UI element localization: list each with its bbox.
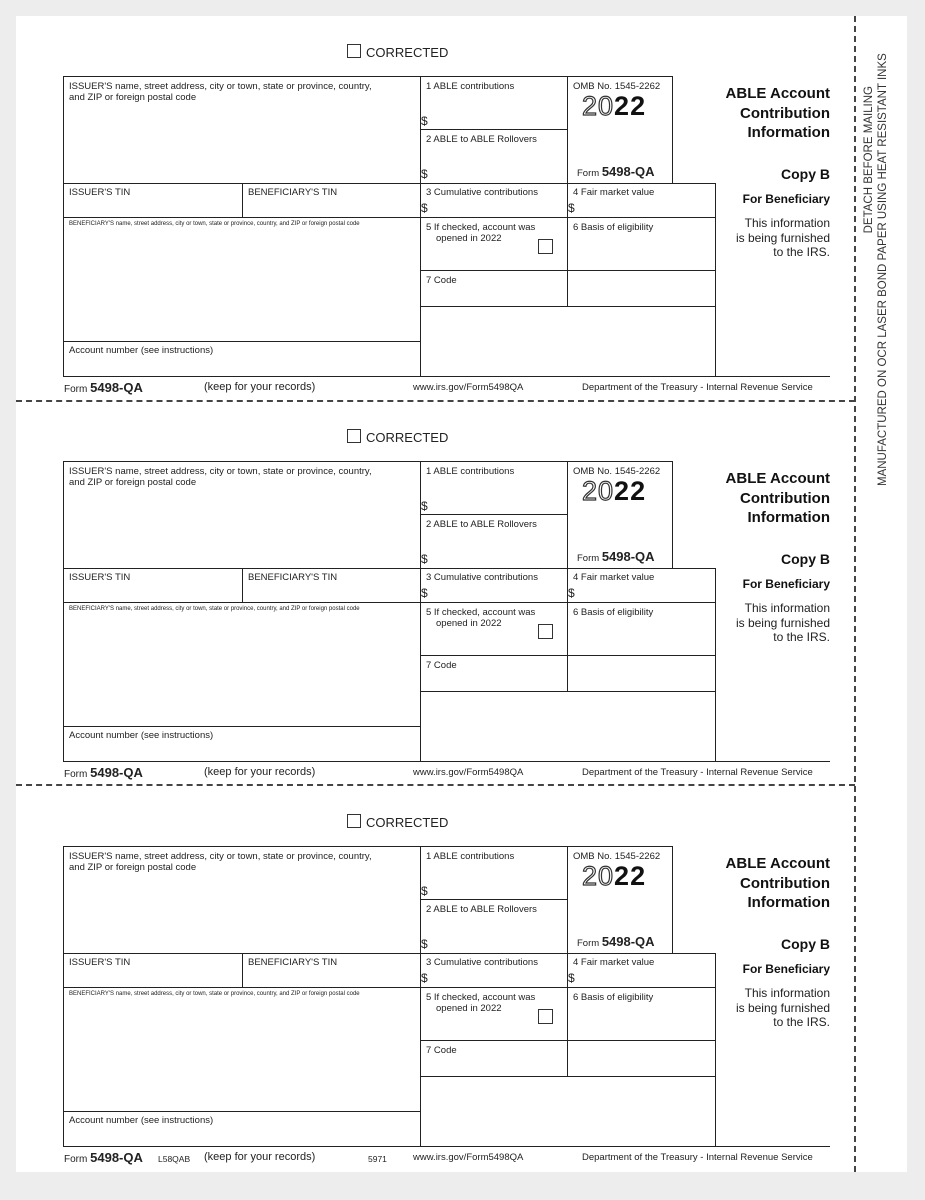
- box7-label: 7 Code: [426, 275, 457, 286]
- form-5498qa-copy-3: [0, 780, 925, 1165]
- grid-line: [672, 76, 673, 183]
- grid-line: [63, 987, 715, 988]
- for-beneficiary: For Beneficiary: [742, 962, 830, 976]
- corrected-checkbox[interactable]: [347, 814, 448, 830]
- footer-form-number: Form 5498-QA: [64, 765, 143, 780]
- corrected-label: CORRECTED: [366, 430, 449, 445]
- box1-label: 1 ABLE contributions: [426, 851, 515, 862]
- furnished-info: This information is being furnished to the IRS.: [735, 601, 830, 644]
- issuer-name-label: ISSUER'S name, street address, city or town, state or province, country,: [69, 81, 372, 92]
- for-beneficiary: For Beneficiary: [742, 192, 830, 206]
- box4-label: 4 Fair market value: [573, 957, 655, 968]
- corrected-label: CORRECTED: [366, 45, 449, 60]
- box5-label: 5 If checked, account was: [426, 992, 536, 1003]
- box4-dollar: $: [568, 586, 575, 600]
- box1-dollar: $: [421, 884, 428, 898]
- box2-dollar: $: [421, 937, 428, 951]
- grid-line: [715, 568, 716, 761]
- footer-url: www.irs.gov/Form5498QA: [413, 382, 524, 393]
- box3-dollar: $: [421, 586, 428, 600]
- grid-line: [420, 691, 715, 692]
- grid-line: [63, 1146, 830, 1147]
- copy-label: Copy B: [781, 936, 830, 952]
- issuer-tin-label: ISSUER'S TIN: [69, 957, 131, 968]
- corrected-box[interactable]: [347, 814, 361, 828]
- grid-line: [567, 846, 568, 1076]
- footer-department: Department of the Treasury - Internal Revenue Service: [582, 767, 813, 778]
- form-title: ABLE Account Contribution Information: [725, 855, 830, 911]
- form-5498qa-copy-2: [0, 395, 925, 780]
- issuer-name-label-2: and ZIP or foreign postal code: [69, 862, 197, 873]
- grid-line: [63, 76, 64, 376]
- box3-label: 3 Cumulative contributions: [426, 957, 538, 968]
- grid-line: [63, 602, 715, 603]
- furnished-info: This information is being furnished to the IRS.: [735, 216, 830, 259]
- detach-text: DETACH BEFORE MAILING: [863, 86, 875, 234]
- grid-line: [420, 270, 715, 271]
- box2-dollar: $: [421, 552, 428, 566]
- grid-line: [420, 306, 715, 307]
- grid-line: [420, 514, 567, 515]
- grid-line: [63, 76, 673, 77]
- issuer-name-label-2: and ZIP or foreign postal code: [69, 92, 197, 103]
- footer-code-number: 5971: [368, 1154, 387, 1164]
- box5-label: 5 If checked, account was: [426, 607, 536, 618]
- grid-line: [672, 846, 673, 953]
- box3-dollar: $: [421, 971, 428, 985]
- box6-label: 6 Basis of eligibility: [573, 222, 654, 233]
- form-5498qa-copy-1: [0, 10, 925, 395]
- tax-year: 2022: [582, 91, 647, 121]
- footer-form-number: Form 5498-QA: [64, 1150, 143, 1165]
- issuer-tin-label: ISSUER'S TIN: [69, 572, 131, 583]
- grid-line: [63, 461, 64, 761]
- beneficiary-tin-label: BENEFICIARY'S TIN: [248, 957, 338, 968]
- footer-url: www.irs.gov/Form5498QA: [413, 1152, 524, 1163]
- grid-line: [715, 183, 716, 376]
- corrected-checkbox[interactable]: [347, 44, 448, 60]
- grid-line: [242, 568, 243, 602]
- box5-checkbox[interactable]: [538, 624, 553, 639]
- grid-line: [242, 953, 243, 987]
- box4-dollar: $: [568, 971, 575, 985]
- form-number-header: Form 5498-QA: [577, 549, 655, 564]
- beneficiary-tin-label: BENEFICIARY'S TIN: [248, 572, 338, 583]
- omb-number: OMB No. 1545-2262: [573, 851, 661, 862]
- footer-keep: (keep for your records): [204, 381, 316, 393]
- beneficiary-tin-label: BENEFICIARY'S TIN: [248, 187, 338, 198]
- box5-checkbox[interactable]: [538, 239, 553, 254]
- box4-label: 4 Fair market value: [573, 572, 655, 583]
- grid-line: [420, 1040, 715, 1041]
- corrected-label: CORRECTED: [366, 815, 449, 830]
- omb-number: OMB No. 1545-2262: [573, 466, 661, 477]
- footer-department: Department of the Treasury - Internal Revenue Service: [582, 382, 813, 393]
- box1-label: 1 ABLE contributions: [426, 466, 515, 477]
- grid-line: [63, 846, 64, 1146]
- box5-checkbox[interactable]: [538, 1009, 553, 1024]
- grid-line: [63, 1111, 420, 1112]
- account-number-label: Account number (see instructions): [69, 730, 214, 741]
- box4-label: 4 Fair market value: [573, 187, 655, 198]
- grid-line: [63, 341, 420, 342]
- box1-dollar: $: [421, 114, 428, 128]
- omb-number: OMB No. 1545-2262: [573, 81, 661, 92]
- copy-label: Copy B: [781, 551, 830, 567]
- footer-url: www.irs.gov/Form5498QA: [413, 767, 524, 778]
- footer-form-code: L58QAB: [158, 1154, 191, 1164]
- box3-label: 3 Cumulative contributions: [426, 187, 538, 198]
- grid-line: [567, 461, 568, 691]
- box1-dollar: $: [421, 499, 428, 513]
- corrected-box[interactable]: [347, 429, 361, 443]
- grid-line: [63, 726, 420, 727]
- box7-label: 7 Code: [426, 660, 457, 671]
- grid-line: [63, 461, 673, 462]
- grid-line: [420, 1076, 715, 1077]
- issuer-tin-label: ISSUER'S TIN: [69, 187, 131, 198]
- box4-dollar: $: [568, 201, 575, 215]
- grid-line: [672, 461, 673, 568]
- issuer-name-label: ISSUER'S name, street address, city or town, state or province, country,: [69, 851, 372, 862]
- corrected-box[interactable]: [347, 44, 361, 58]
- footer-keep: (keep for your records): [204, 766, 316, 778]
- box3-label: 3 Cumulative contributions: [426, 572, 538, 583]
- account-number-label: Account number (see instructions): [69, 345, 214, 356]
- grid-line: [63, 217, 715, 218]
- grid-line: [63, 376, 830, 377]
- grid-line: [63, 568, 715, 569]
- box5-label-2: opened in 2022: [436, 618, 502, 629]
- box5-label-2: opened in 2022: [436, 1003, 502, 1014]
- box2-label: 2 ABLE to ABLE Rollovers: [426, 134, 537, 145]
- box7-label: 7 Code: [426, 1045, 457, 1056]
- grid-line: [567, 76, 568, 306]
- box3-dollar: $: [421, 201, 428, 215]
- grid-line: [715, 953, 716, 1146]
- form-title: ABLE Account Contribution Information: [725, 85, 830, 141]
- box6-label: 6 Basis of eligibility: [573, 992, 654, 1003]
- corrected-checkbox[interactable]: [347, 429, 448, 445]
- paper-spec-text: MANUFACTURED ON OCR LASER BOND PAPER USING HEAT RESISTANT INKS: [877, 53, 889, 486]
- grid-line: [420, 655, 715, 656]
- for-beneficiary: For Beneficiary: [742, 577, 830, 591]
- account-number-label: Account number (see instructions): [69, 1115, 214, 1126]
- beneficiary-name-label: BENEFICIARY'S name, street address, city or town, state or province, country, and ZIP or foreign postal code: [69, 221, 360, 227]
- form-title: ABLE Account Contribution Information: [725, 470, 830, 526]
- beneficiary-name-label: BENEFICIARY'S name, street address, city or town, state or province, country, and ZIP or foreign postal code: [69, 606, 360, 612]
- box5-label: 5 If checked, account was: [426, 222, 536, 233]
- footer-keep: (keep for your records): [204, 1151, 316, 1163]
- grid-line: [63, 953, 715, 954]
- tax-year: 2022: [582, 476, 647, 506]
- box6-label: 6 Basis of eligibility: [573, 607, 654, 618]
- grid-line: [63, 183, 715, 184]
- beneficiary-name-label: BENEFICIARY'S name, street address, city or town, state or province, country, and ZIP or foreign postal code: [69, 991, 360, 997]
- box2-label: 2 ABLE to ABLE Rollovers: [426, 519, 537, 530]
- copy-label: Copy B: [781, 166, 830, 182]
- grid-line: [420, 129, 567, 130]
- furnished-info: This information is being furnished to the IRS.: [735, 986, 830, 1029]
- form-number-header: Form 5498-QA: [577, 164, 655, 179]
- grid-line: [63, 846, 673, 847]
- grid-line: [63, 761, 830, 762]
- box1-label: 1 ABLE contributions: [426, 81, 515, 92]
- box5-label-2: opened in 2022: [436, 233, 502, 244]
- tax-year: 2022: [582, 861, 647, 891]
- footer-form-number: Form 5498-QA: [64, 380, 143, 395]
- footer-department: Department of the Treasury - Internal Revenue Service: [582, 1152, 813, 1163]
- issuer-name-label: ISSUER'S name, street address, city or town, state or province, country,: [69, 466, 372, 477]
- box2-label: 2 ABLE to ABLE Rollovers: [426, 904, 537, 915]
- box2-dollar: $: [421, 167, 428, 181]
- grid-line: [420, 899, 567, 900]
- form-number-header: Form 5498-QA: [577, 934, 655, 949]
- issuer-name-label-2: and ZIP or foreign postal code: [69, 477, 197, 488]
- grid-line: [242, 183, 243, 217]
